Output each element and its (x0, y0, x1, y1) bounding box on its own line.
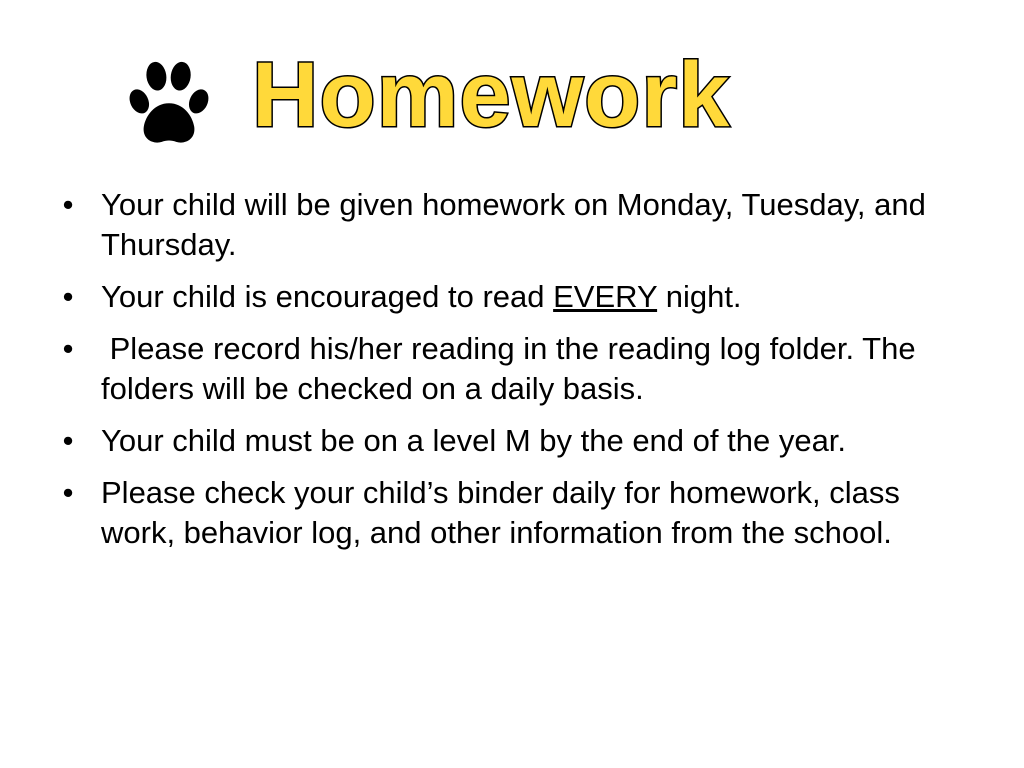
bullet-text: Your child will be given homework on Monday, Tuesday, and Thursday. (101, 187, 926, 262)
list-item (58, 473, 958, 553)
emphasis-text: EVERY (553, 279, 658, 314)
bullet-list (58, 185, 958, 565)
bullet-text: Your child must be on a level M by the end of the year. (101, 423, 847, 458)
bullet-dot: • (62, 187, 74, 222)
list-item (58, 329, 958, 409)
list-item (58, 421, 958, 461)
bullet-text: Please record his/her reading in the reading log folder. The folders will be checked on a daily basis. (101, 331, 925, 406)
bullet-text: Please check your child’s binder daily for homework, class work, behavior log, and other information from the school. (101, 475, 900, 550)
paw-print-icon (124, 60, 214, 150)
bullet-dot: • (62, 423, 74, 458)
bullet-dot: • (62, 475, 74, 510)
bullet-text: Your child is encouraged to read (101, 279, 554, 314)
list-item (58, 277, 958, 317)
page-title: Homework (252, 44, 731, 146)
bullet-text: night. (657, 279, 742, 314)
list-item (58, 185, 958, 265)
bullet-dot: • (62, 279, 74, 314)
bullet-dot: • (62, 331, 74, 366)
